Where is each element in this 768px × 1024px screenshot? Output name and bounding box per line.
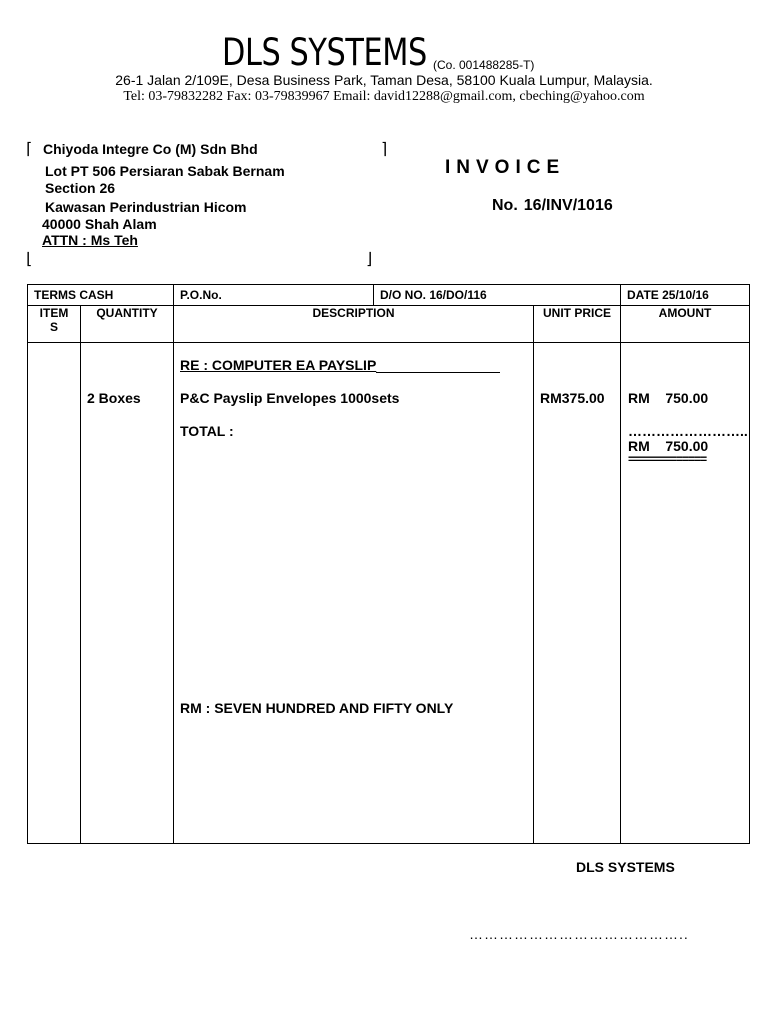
items-header bbox=[28, 306, 81, 343]
terms-cell: TERMS CASH bbox=[28, 285, 174, 306]
company-address: 26-1 Jalan 2/109E, Desa Business Park, Taman Desa, 58100 Kuala Lumpur, Malaysia. bbox=[115, 72, 653, 88]
line-item-amount: RM 750.00 bbox=[628, 390, 709, 406]
total-amount: RM 750.00 bbox=[628, 438, 709, 454]
customer-name: Chiyoda Integre Co (M) Sdn Bhd bbox=[43, 141, 258, 157]
bracket-bottom-right: ⌋ bbox=[366, 249, 373, 268]
bracket-top-left: ⌈ bbox=[26, 139, 33, 158]
re-text: RE : COMPUTER EA PAYSLIP bbox=[180, 357, 377, 373]
line-item-unit-price: RM375.00 bbox=[540, 390, 605, 406]
description-header: DESCRIPTION bbox=[174, 306, 534, 343]
line-item-quantity: 2 Boxes bbox=[87, 390, 141, 406]
amount-header: AMOUNT bbox=[621, 306, 750, 343]
total-dots: …………………….. bbox=[628, 423, 748, 439]
invoice-number bbox=[492, 197, 613, 215]
customer-address-line3: Kawasan Perindustrian Hicom bbox=[45, 199, 247, 215]
invoice-meta-row bbox=[28, 285, 750, 306]
line-item-description: P&C Payslip Envelopes 1000sets bbox=[180, 390, 400, 406]
amount-cell bbox=[621, 343, 750, 844]
invoice-number-label: No. bbox=[492, 197, 518, 214]
bracket-top-right: ⌉ bbox=[381, 139, 388, 158]
customer-attn: ATTN : Ms Teh bbox=[42, 232, 138, 248]
company-name: DLS SYSTEMS bbox=[222, 31, 427, 74]
date-cell: DATE 25/10/16 bbox=[621, 285, 750, 306]
customer-address-line2: Section 26 bbox=[45, 180, 116, 196]
company-contact: Tel: 03-79832282 Fax: 03-79839967 Email: david12288@gmail.com, cbeching@yahoo.com bbox=[123, 89, 645, 104]
quantity-cell bbox=[81, 343, 174, 844]
unit-price-cell bbox=[534, 343, 621, 844]
total-double-rule: ============= bbox=[628, 452, 707, 466]
unit-price-header: UNIT PRICE bbox=[534, 306, 621, 343]
signature-line: …………………………………….. bbox=[469, 926, 689, 942]
bracket-bottom-left: ⌊ bbox=[26, 249, 33, 268]
table-row bbox=[28, 343, 750, 844]
invoice-title: INVOICE bbox=[445, 157, 566, 178]
description-cell bbox=[174, 343, 534, 844]
quantity-header: QUANTITY bbox=[81, 306, 174, 343]
customer-address-line1: Lot PT 506 Persiaran Sabak Bernam bbox=[45, 163, 285, 179]
customer-address-line4: 40000 Shah Alam bbox=[42, 216, 157, 232]
items-cell bbox=[28, 343, 81, 844]
re-line bbox=[180, 357, 500, 373]
total-label: TOTAL : bbox=[180, 423, 234, 439]
re-underline bbox=[376, 358, 500, 373]
po-cell: P.O.No. bbox=[174, 285, 374, 306]
amount-in-words: RM : SEVEN HUNDRED AND FIFTY ONLY bbox=[180, 700, 454, 716]
do-number-cell: D/O NO. 16/DO/116 bbox=[374, 285, 621, 306]
invoice-number-value: 16/INV/1016 bbox=[523, 197, 613, 214]
company-reg-number: (Co. 001488285-T) bbox=[433, 58, 535, 72]
signatory-name: DLS SYSTEMS bbox=[576, 859, 675, 875]
items-header-line1: ITEM bbox=[39, 306, 69, 320]
column-header-row bbox=[28, 306, 750, 343]
items-header-line2: S bbox=[49, 320, 58, 334]
